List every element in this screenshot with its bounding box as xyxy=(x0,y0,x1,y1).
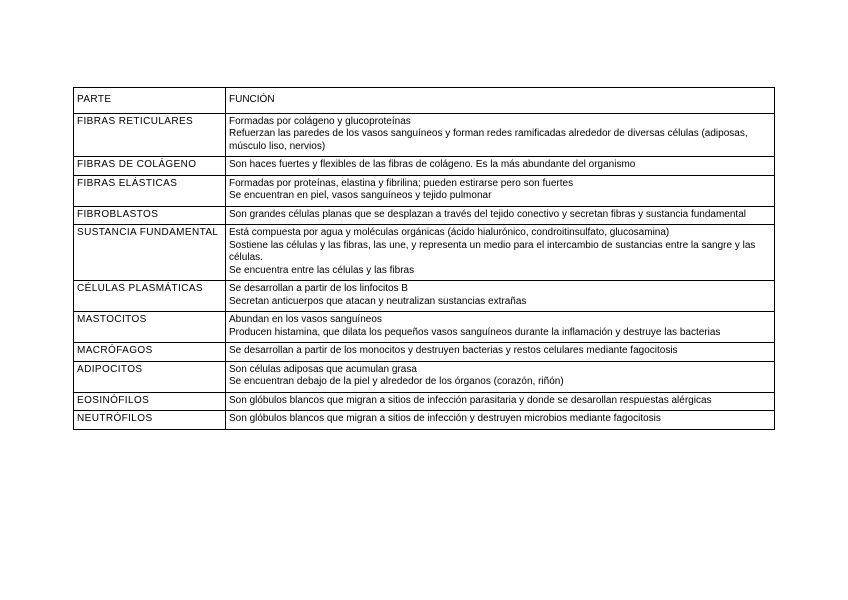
part-cell: MACRÓFAGOS xyxy=(74,343,226,362)
function-cell xyxy=(226,113,775,157)
table-row xyxy=(74,312,775,343)
table-row xyxy=(74,175,775,206)
part-cell: FIBRAS ELÁSTICAS xyxy=(74,175,226,206)
function-cell xyxy=(226,206,775,225)
part-cell: FIBROBLASTOS xyxy=(74,206,226,225)
part-cell: SUSTANCIA FUNDAMENTAL xyxy=(74,225,226,281)
function-cell xyxy=(226,411,775,430)
table-header-row xyxy=(74,88,775,114)
function-line: Se encuentra entre las células y las fibras xyxy=(229,264,415,276)
function-line: Formadas por colágeno y glucoproteínas xyxy=(229,115,411,127)
table-row xyxy=(74,281,775,312)
function-cell xyxy=(226,343,775,362)
function-line: Está compuesta por agua y moléculas orgánicas (ácido hialurónico, condroitinsulfato, glucosamina) xyxy=(229,227,670,238)
table-row xyxy=(74,361,775,392)
part-cell: FIBRAS RETICULARES xyxy=(74,113,226,157)
part-cell: FIBRAS DE COLÁGENO xyxy=(74,157,226,176)
function-line: Secretan anticuerpos que atacan y neutralizan sustancias extrañas xyxy=(229,295,527,307)
function-cell xyxy=(226,392,775,411)
function-line: Refuerzan las paredes de los vasos sanguíneos y forman redes ramificadas alrededor de diversas células (adiposas, músculo liso, nervios) xyxy=(229,128,748,152)
function-line: Producen histamina, que dilata los pequeños vasos sanguíneos durante la inflamación y destruye las bacterias xyxy=(229,326,721,338)
function-line: Se desarrollan a partir de los linfocitos B xyxy=(229,283,408,294)
function-cell xyxy=(226,361,775,392)
part-cell: NEUTRÓFILOS xyxy=(74,411,226,430)
function-line: Son grandes células planas que se desplazan a través del tejido conectivo y secretan fibras y sustancia fundamental xyxy=(229,208,746,220)
function-line: Sostiene las células y las fibras, las une, y representa un medio para el intercambio de sustancias entre la sangre y las células. xyxy=(229,239,756,263)
function-cell xyxy=(226,175,775,206)
table-row xyxy=(74,392,775,411)
header-parte: PARTE xyxy=(74,88,226,114)
function-cell xyxy=(226,157,775,176)
part-cell: ADIPOCITOS xyxy=(74,361,226,392)
function-line: Se desarrollan a partir de los monocitos y destruyen bacterias y restos celulares mediante fagocitosis xyxy=(229,345,678,356)
function-line: Abundan en los vasos sanguíneos xyxy=(229,314,382,325)
table-row xyxy=(74,206,775,225)
function-cell xyxy=(226,281,775,312)
function-cell xyxy=(226,225,775,281)
table-row xyxy=(74,113,775,157)
function-line: Se encuentran debajo de la piel y alrededor de los órganos (corazón, riñón) xyxy=(229,376,564,387)
function-line: Son glóbulos blancos que migran a sitios de infección y destruyen microbios mediante fagocitosis xyxy=(229,413,661,424)
function-cell xyxy=(226,312,775,343)
table-row xyxy=(74,225,775,281)
header-funcion: FUNCIÓN xyxy=(226,88,775,114)
part-cell: EOSINÓFILOS xyxy=(74,392,226,411)
function-line: Son glóbulos blancos que migran a sitios de infección parasitaria y donde se desarollan respuestas alérgicas xyxy=(229,394,712,406)
table-row xyxy=(74,411,775,430)
table-row xyxy=(74,343,775,362)
function-line: Son células adiposas que acumulan grasa xyxy=(229,363,417,375)
function-line: Son haces fuertes y flexibles de las fibras de colágeno. Es la más abundante del organismo xyxy=(229,159,636,170)
table-row xyxy=(74,157,775,176)
function-line: Se encuentran en piel, vasos sanguíneos y tejido pulmonar xyxy=(229,190,492,201)
part-cell: CÉLULAS PLASMÁTICAS xyxy=(74,281,226,312)
part-cell: MASTOCITOS xyxy=(74,312,226,343)
connective-tissue-table xyxy=(73,87,775,430)
function-line: Formadas por proteínas, elastina y fibrilina; pueden estirarse pero son fuertes xyxy=(229,177,574,189)
